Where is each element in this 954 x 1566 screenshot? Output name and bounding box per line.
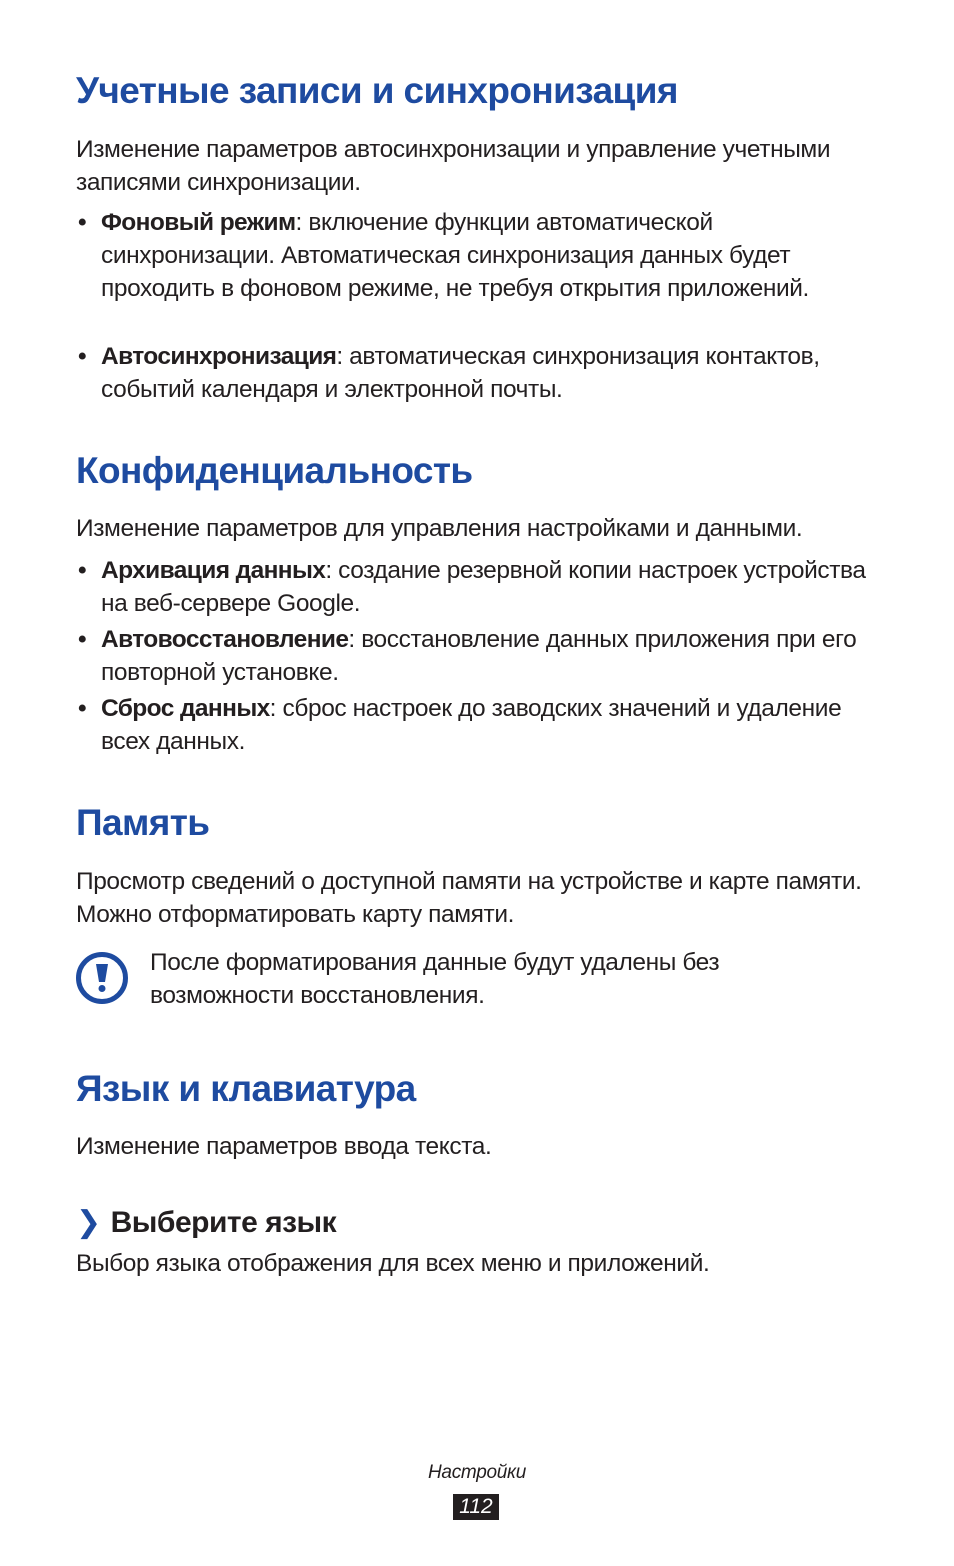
heading-memory: Память — [76, 802, 210, 843]
list-item — [76, 692, 876, 758]
term: Автосинхронизация — [101, 343, 337, 370]
term: Автовосстановление — [101, 626, 349, 653]
heading-language-keyboard: Язык и клавиатура — [76, 1068, 416, 1109]
term-description: : включение функции автоматической синхронизации. Автоматическая синхронизация данных будет проходить в фоновом режиме, не требуя открытия приложений. — [101, 209, 809, 302]
term: Сброс данных — [101, 695, 270, 722]
chevron-right-icon: ❯ — [76, 1206, 101, 1239]
language-intro: Изменение параметров ввода текста. — [76, 1133, 492, 1160]
term-description: : автоматическая синхронизация контактов, событий календаря и электронной почты. — [101, 343, 820, 403]
heading-privacy: Конфиденциальность — [76, 450, 473, 491]
select-language-text: Выбор языка отображения для всех меню и приложений. — [76, 1250, 710, 1277]
memory-intro: Просмотр сведений о доступной памяти на устройстве и карте памяти. Можно отформатировать карту памяти. — [76, 868, 862, 928]
term-description: : восстановление данных приложения при его повторной установке. — [101, 626, 857, 686]
privacy-intro: Изменение параметров для управления настройками и данными. — [76, 515, 803, 542]
list-item — [76, 623, 876, 689]
bullet-dot: • — [78, 626, 87, 653]
memory-note: После форматирования данные будут удалены без возможности восстановления. — [150, 949, 720, 1009]
accounts-intro: Изменение параметров автосинхронизации и управление учетными записями синхронизации. — [76, 136, 831, 196]
bullet-dot: • — [78, 209, 87, 236]
heading-accounts-sync: Учетные записи и синхронизация — [76, 70, 678, 111]
subheading-select-language — [76, 1205, 336, 1240]
term: Фоновый режим — [101, 209, 296, 236]
bullet-dot: • — [78, 343, 87, 370]
list-item — [76, 206, 876, 305]
term-description: : сброс настроек до заводских значений и удаление всех данных. — [101, 695, 842, 755]
bullet-dot: • — [78, 557, 87, 584]
term-description: : создание резервной копии настроек устройства на веб-сервере Google. — [101, 557, 866, 617]
list-item — [76, 554, 876, 620]
list-item — [76, 340, 876, 406]
page-number: 112 — [453, 1494, 499, 1520]
subheading-title: Выберите язык — [110, 1205, 337, 1239]
footer-section-label: Настройки — [428, 1462, 526, 1483]
term: Архивация данных — [101, 557, 326, 584]
caution-icon — [76, 952, 128, 1004]
bullet-dot: • — [78, 695, 87, 722]
